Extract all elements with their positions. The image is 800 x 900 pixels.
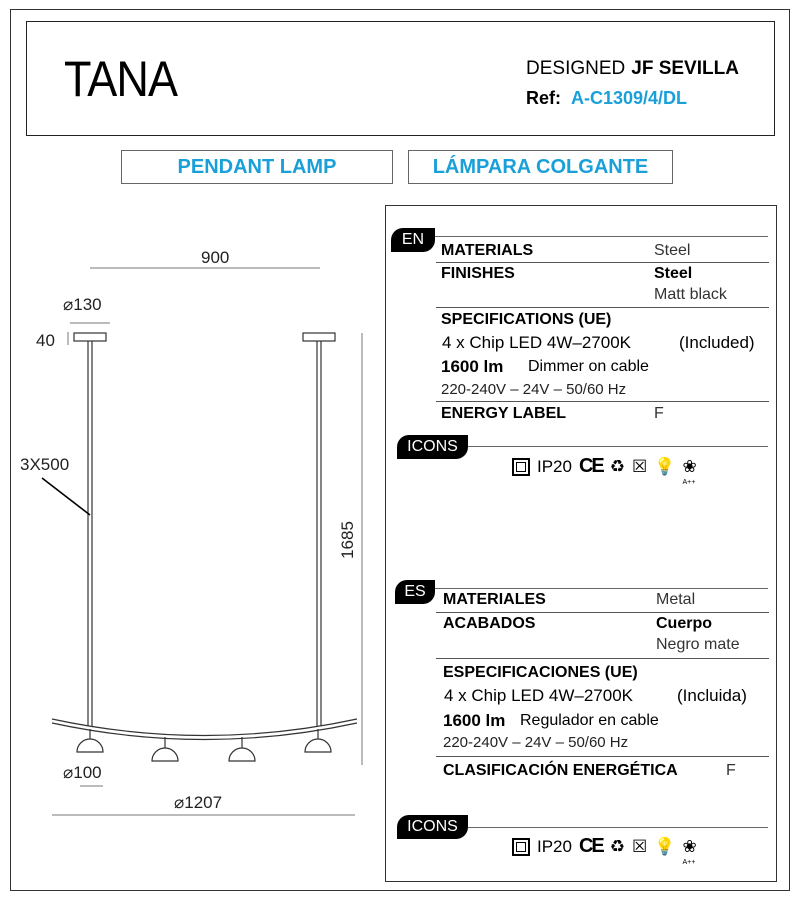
shade-2 <box>152 748 178 761</box>
class-ii-icon <box>512 838 530 856</box>
ce-mark-icon: CE <box>578 455 603 477</box>
materials-label-es: MATERIALES <box>443 591 546 608</box>
product-type-en: PENDANT LAMP <box>121 150 393 184</box>
designed-label: DESIGNED <box>526 58 626 79</box>
spec-included-en: (Included) <box>679 333 755 352</box>
spec-dimmer-en: Dimmer on cable <box>528 358 649 375</box>
dim-canopy-diameter: ⌀130 <box>63 295 102 314</box>
product-title: TANA <box>64 51 178 107</box>
dim-total-diameter: ⌀1207 <box>174 793 223 812</box>
specifications-label-es: ESPECIFICACIONES (UE) <box>443 664 638 681</box>
finishes-label-en: FINISHES <box>441 265 515 282</box>
product-type-es: LÁMPARA COLGANTE <box>408 150 673 184</box>
finishes-value-2-en: Matt black <box>654 286 727 303</box>
icons-pill-es: ICONS <box>397 815 468 839</box>
energy-value-es: F <box>726 762 736 779</box>
recycle-icon: ♻ <box>609 456 626 476</box>
canopy-left <box>74 333 106 341</box>
finishes-value-1-es: Cuerpo <box>656 615 712 632</box>
recycle-icon: ♻ <box>609 836 626 856</box>
technical-drawing <box>0 0 385 900</box>
spec-voltage-en: 220-240V – 24V – 50/60 Hz <box>441 381 627 398</box>
spec-led-es: 4 x Chip LED 4W–2700K <box>444 686 633 705</box>
spec-led-en: 4 x Chip LED 4W–2700K <box>442 333 631 352</box>
canopy-right <box>303 333 335 341</box>
dim-width: 900 <box>201 248 230 267</box>
ref-label: Ref: <box>526 88 561 108</box>
shade-4 <box>305 739 331 752</box>
materials-label-en: MATERIALS <box>441 242 534 259</box>
ce-mark-icon: CE <box>578 835 603 857</box>
shade-1 <box>77 739 103 752</box>
dim-height: 1685 <box>337 521 357 559</box>
spec-voltage-es: 220-240V – 24V – 50/60 Hz <box>443 734 629 751</box>
spec-dimmer-es: Regulador en cable <box>520 712 659 729</box>
eco-leaf-icon: ❀ A++ <box>682 458 696 476</box>
lang-pill-es: ES <box>395 580 435 604</box>
class-ii-icon <box>512 458 530 476</box>
ref-code: A-C1309/4/DL <box>571 88 688 108</box>
section-line <box>468 827 768 828</box>
row-divider <box>436 658 769 659</box>
row-divider <box>436 756 769 757</box>
ip-rating: IP20 <box>537 456 572 476</box>
arc-bar-bottom <box>52 723 357 740</box>
weee-bin-icon: ☒ <box>632 456 648 476</box>
materials-value-es: Metal <box>656 591 696 608</box>
energy-label-en: ENERGY LABEL <box>441 405 567 422</box>
spec-included-es: (Incluida) <box>677 686 747 705</box>
dim-canopy-height: 40 <box>36 331 55 350</box>
led-bulb-icon: 💡 <box>654 456 676 476</box>
icons-pill-en: ICONS <box>397 435 468 459</box>
section-line <box>435 236 768 237</box>
weee-bin-icon: ☒ <box>632 836 648 856</box>
cable-leader-line <box>42 478 90 515</box>
designed-by <box>526 58 739 80</box>
lang-pill-en: EN <box>391 228 435 252</box>
materials-value-en: Steel <box>654 242 691 259</box>
shade-3 <box>229 748 255 761</box>
row-divider <box>436 401 769 402</box>
icons-row-en <box>512 455 697 486</box>
icons-row-es <box>512 835 697 866</box>
designer-name: JF SEVILLA <box>631 58 739 79</box>
spec-lumens-es: 1600 lm <box>443 711 506 730</box>
section-line <box>435 588 768 589</box>
finishes-label-es: ACABADOS <box>443 615 536 632</box>
led-bulb-icon: 💡 <box>654 836 676 856</box>
eco-leaf-icon: ❀ A++ <box>682 838 696 856</box>
dim-cables: 3X500 <box>20 455 70 474</box>
section-line <box>468 446 768 447</box>
arc-bar-top <box>52 719 357 736</box>
energy-class-mark: A++ <box>682 478 696 486</box>
row-divider <box>436 262 769 263</box>
reference <box>526 88 687 109</box>
dim-shade-diameter: ⌀100 <box>63 763 102 782</box>
spec-lumens-en: 1600 lm <box>441 357 504 376</box>
energy-class-mark: A++ <box>682 858 696 866</box>
ip-rating: IP20 <box>537 836 572 856</box>
energy-label-es: CLASIFICACIÓN ENERGÉTICA <box>443 762 678 779</box>
finishes-value-2-es: Negro mate <box>656 636 740 653</box>
row-divider <box>436 307 769 308</box>
row-divider <box>436 612 769 613</box>
finishes-value-1-en: Steel <box>654 265 693 282</box>
energy-value-en: F <box>654 405 664 422</box>
specifications-label-en: SPECIFICATIONS (UE) <box>441 311 612 328</box>
